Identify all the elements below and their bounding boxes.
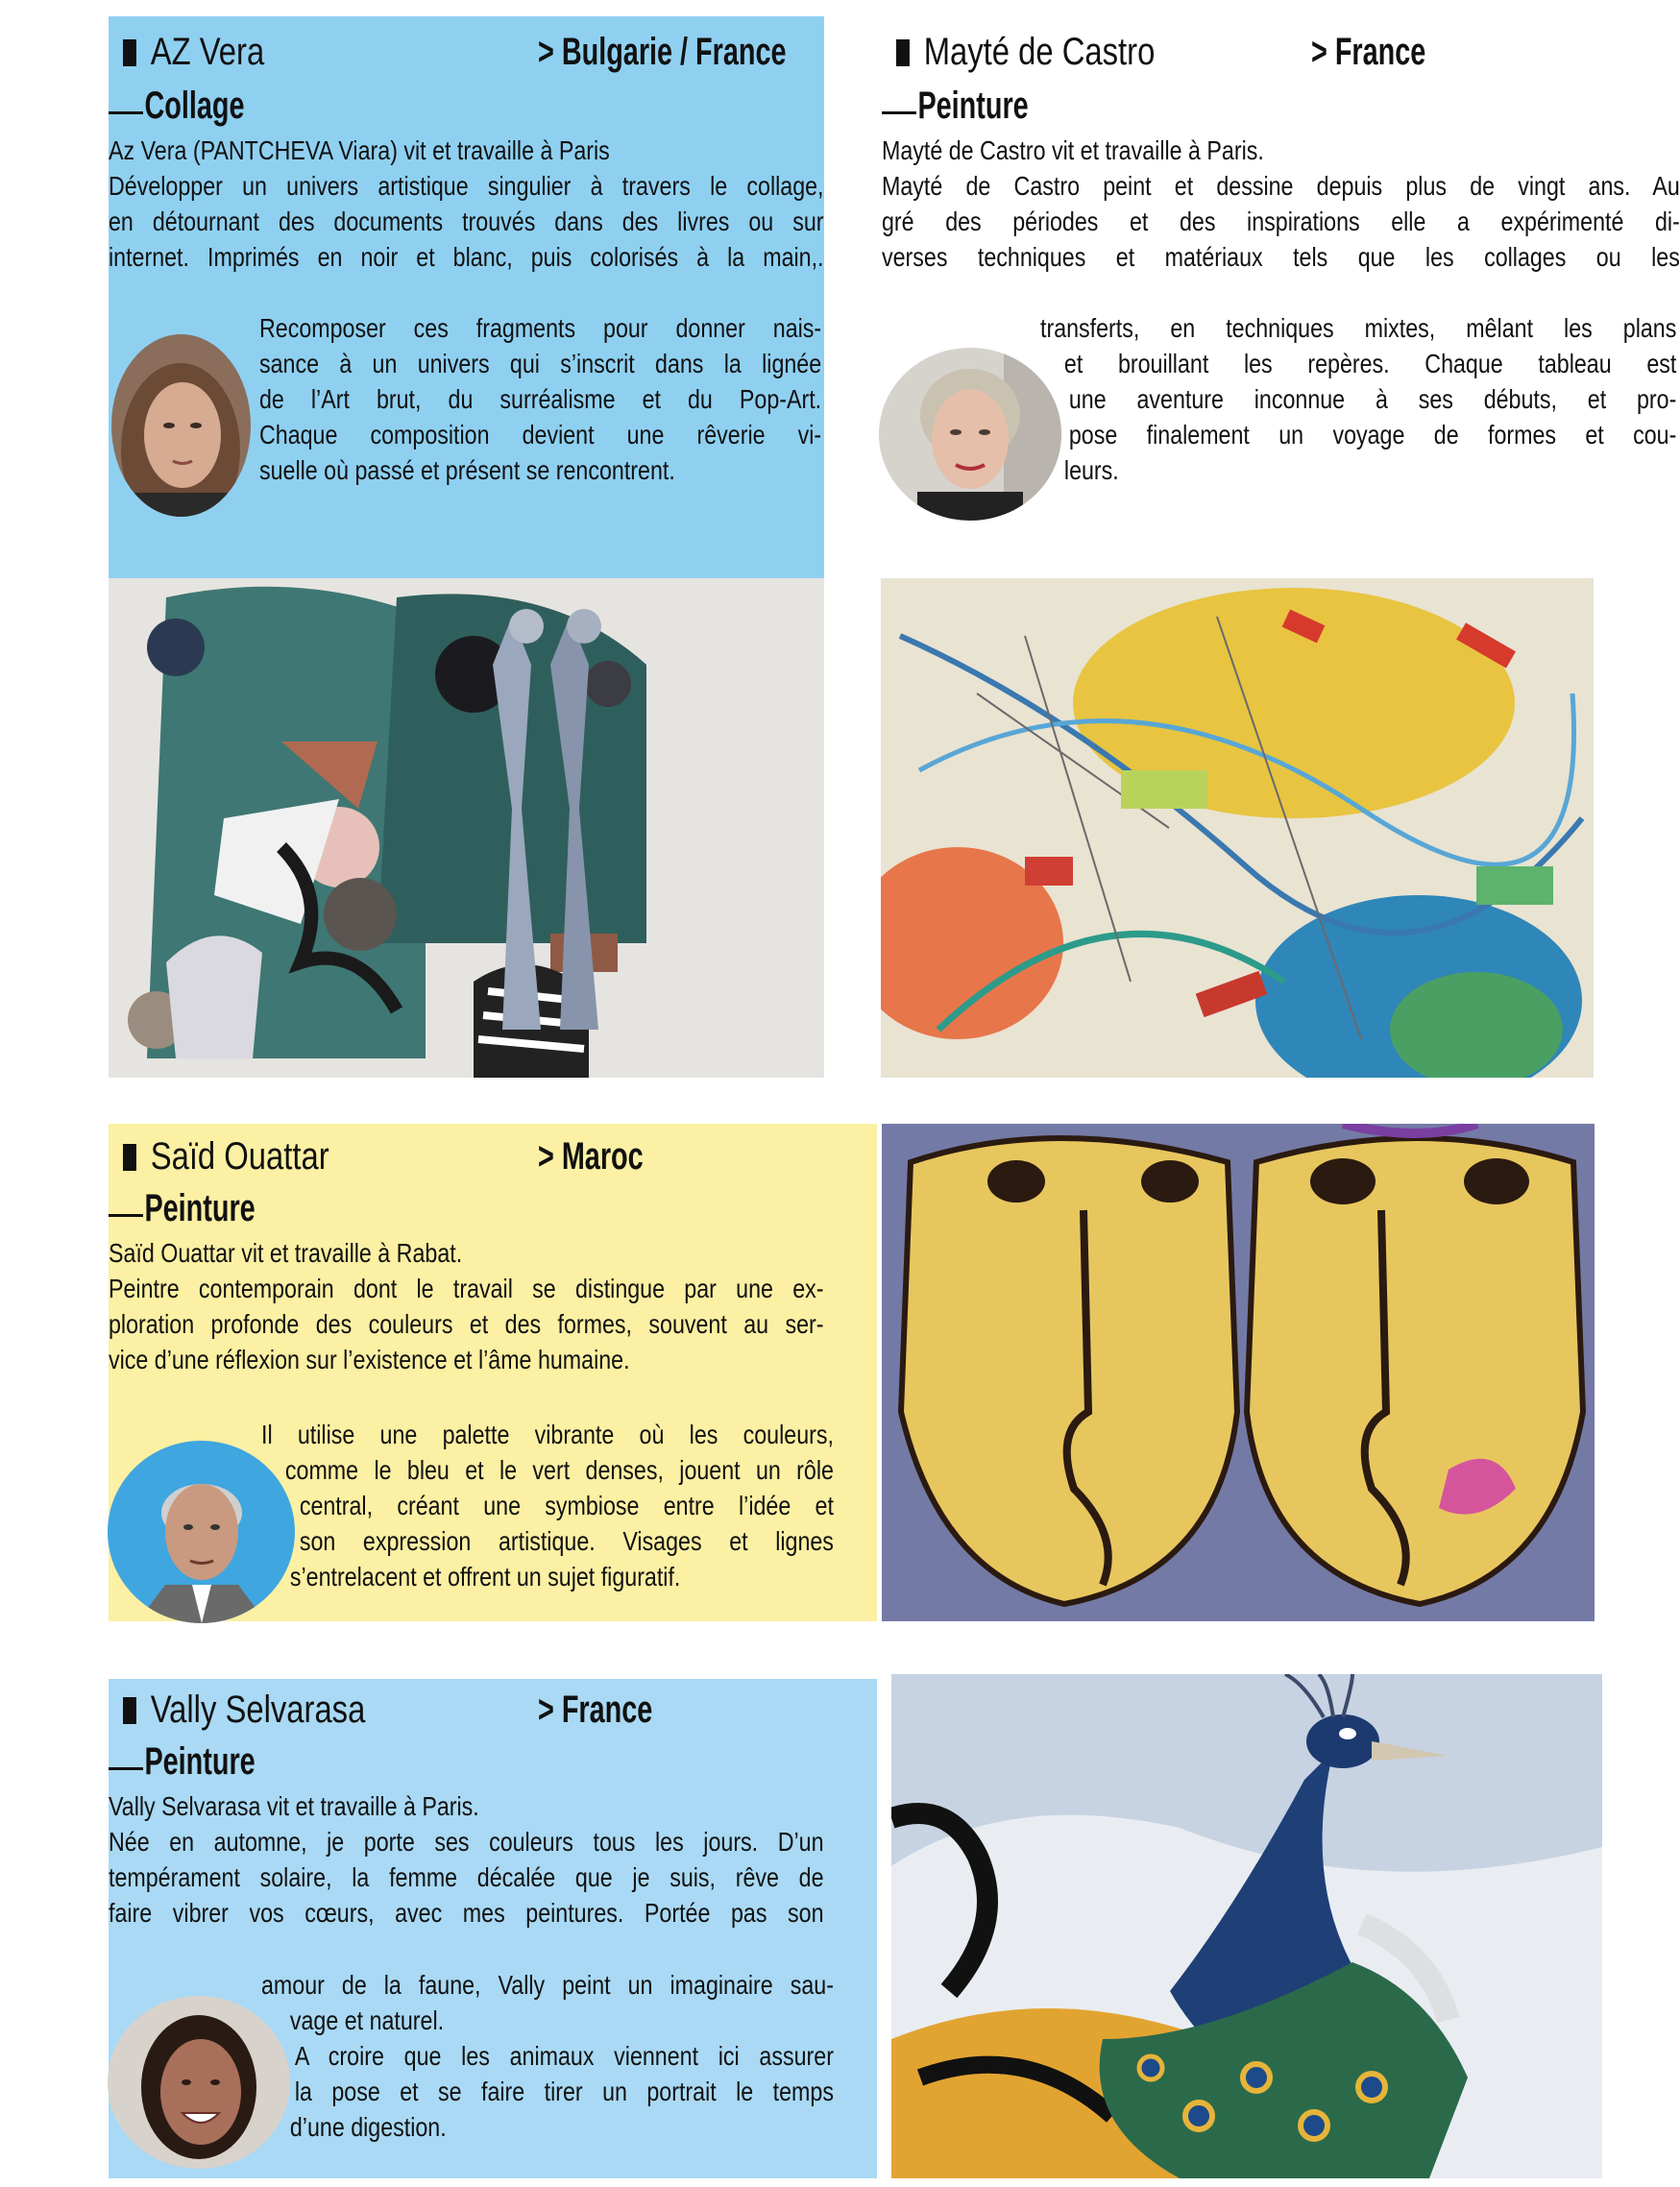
artist-discipline: Peinture [109,1740,256,1783]
artist-bio-intro: Saïd Ouattar vit et travaille à Rabat. Peintre contemporain dont le travail se distingue par une ex- ploration profonde des couleurs et des formes, souvent au ser- vice d’une réflexion sur l’existence et l’âme humaine. [109,1238,824,1374]
artist-country: > France [538,1689,653,1731]
artist-bio-wrap: Il utilise une palette vibrante où les couleurs, comme le bleu et le vert denses, jouent un rôle central, créant une symbiose entre l’idée et son expression artistique. Visages et lignes s’entrelacent et offrent un sujet figuratif. [261,1420,834,1592]
artist-bio-intro: Az Vera (PANTCHEVA Viara) vit et travaille à Paris Développer un univers artistique singulier à travers le collage, en détournant des documents trouvés dans des livres ou sur internet. Imprimés en noir et blanc, puis colorisés à la main,. [109,135,824,272]
artist-bio-wrap: amour de la faune, Vally peint un imaginaire sau- vage et naturel. A croire que les animaux viennent ici assurer la pose et se faire tirer un portrait le temps d’une digestion. [261,1970,834,2142]
artist-bio-wrap: transferts, en techniques mixtes, mêlant les plans et brouillant les repères. Chaque tableau est une aventure inconnue à ses débuts, et pro- pose finalement un voyage de formes et cou- leurs. [1040,313,1677,485]
artist-bio-intro: Mayté de Castro vit et travaille à Paris. Mayté de Castro peint et dessine depuis plus de vingt ans. Au gré des périodes et des inspirations elle a expérimenté di- verses techniques et matériaux tels que les collages ou les [882,135,1680,272]
artist-portrait [879,348,1061,521]
artwork-peacock-painting [891,1674,1602,2178]
artwork-abstract-painting [881,578,1594,1078]
artist-country: > Bulgarie / France [538,31,787,73]
artist-bio-intro: Vally Selvarasa vit et travaille à Paris. Née en automne, je porte ses couleurs tous les jours. D’un tempérament solaire, la femme décalée que je suis, rêve de faire vibrer vos cœurs, avec mes peintures. Portée pas son [109,1791,824,1928]
artist-discipline: Peinture [109,1187,256,1229]
artist-portrait [111,334,251,517]
square-bullet-icon [123,1144,136,1171]
artwork-faces-painting [882,1124,1595,1621]
artwork-collage [109,578,824,1078]
artist-name: Vally Selvarasa [123,1689,365,1731]
square-bullet-icon [123,39,136,66]
artist-country: > Maroc [538,1135,644,1178]
square-bullet-icon [123,1697,136,1724]
artist-name: Mayté de Castro [896,31,1155,73]
artist-discipline: Peinture [882,85,1029,127]
artist-name: AZ Vera [123,31,264,73]
artist-name: Saïd Ouattar [123,1135,329,1178]
artist-country: > France [1311,31,1426,73]
artist-discipline: Collage [109,85,244,127]
square-bullet-icon [896,39,910,66]
artist-bio-wrap: Recomposer ces fragments pour donner nais- sance à un univers qui s’inscrit dans la lignée de l’Art brut, du surréalisme et du Pop-Art. Chaque composition devient une rêverie vi- suelle où passé et présent se rencontrent. [259,313,822,485]
